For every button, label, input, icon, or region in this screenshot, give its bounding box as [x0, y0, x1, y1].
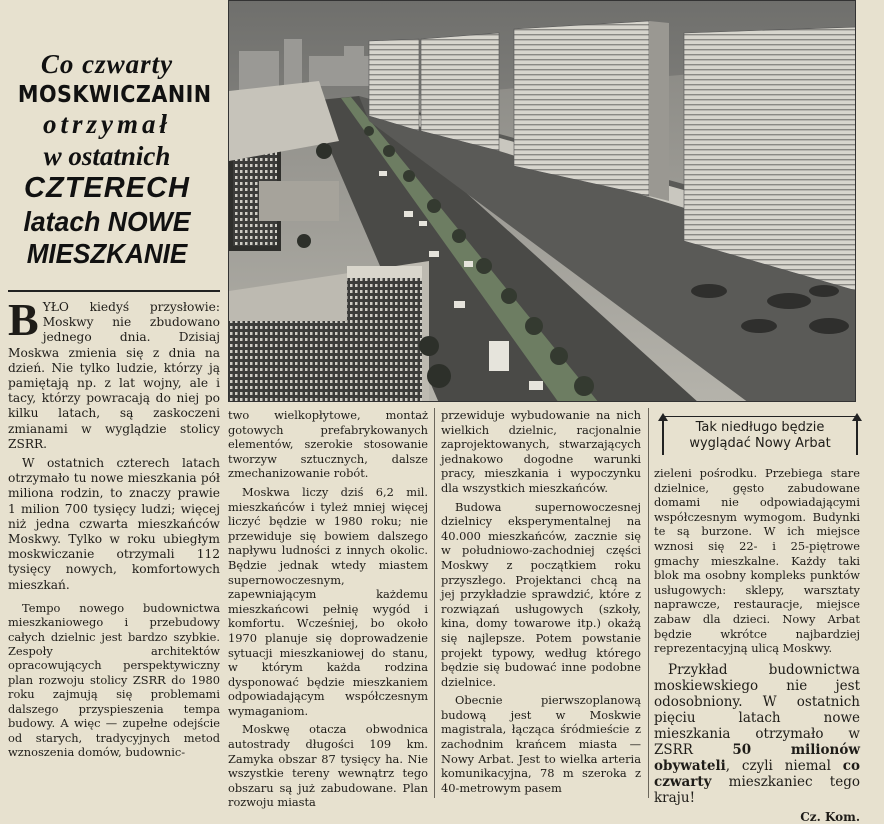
drop-cap: B: [8, 294, 39, 345]
headline-rule: [8, 290, 220, 292]
emphasis-text: 50 milionów obywateli: [654, 741, 860, 774]
arrow-up-icon: [658, 413, 668, 421]
headline-line: latach NOWE: [23, 205, 191, 237]
article-paragraph: W ostatnich czterech latach otrzymało tu nowe mieszkania pół miliona rodzin, to znaczy prawie 1 milion 700 tysięcy ludzi; więcej niż jedna czwarta mieszkańców Moskwy. Tylko w roku ubiegłym moskwiczanie otrzymali 112 tysięcy nowych, komfortowych mieszkań.: [8, 456, 220, 592]
article-column-4: [654, 466, 860, 824]
arrow-up-icon: [852, 413, 862, 421]
headline-line: Co czwarty: [40, 49, 174, 79]
paragraph-text: Przykład budownictwa moskiewskiego nie jest odosobniony. W ostatnich pięciu latach nowe mieszkania otrzymało w ZSRR: [654, 661, 860, 758]
author-signature: Cz. Kom.: [800, 809, 860, 824]
column-rule: [434, 408, 435, 798]
article-paragraph: zieleni pośrodku. Przebiega stare dzielnice, gęsto zabudowane domami nie odpowiadającymi współczesnym wymogom. Budynki te są burzone. W ich miejsce wznosi się 22- i 25-piętrowe gmachy mieszkalne. Każdy taki blok ma osobny kompleks punktów usługowych: sklepy, warsztaty naprawcze, restauracje, miejsce zabaw dla dzieci. Nowy Arbat będzie wkrótce najbardziej reprezentacyjną ulicą Moskwy.: [654, 466, 860, 656]
headline-line: MOSKWICZANIN: [17, 82, 212, 109]
article-column-3: [441, 408, 641, 795]
caption-line: Tak niedługo będzie: [695, 420, 825, 435]
headline-line: w ostatnich: [43, 140, 171, 171]
article-paragraph: przewiduje wybudowanie na nich wielkich dzielnic, racjonalnie zaprojektowanych, stwarzających jednakowo dogodne warunki pracy, mieszkania i wypoczynku dla wszystkich mieszkańców.: [441, 408, 641, 495]
caption-line: wyglądać Nowy Arbat: [689, 436, 831, 451]
article-paragraph: Moskwę otacza obwodnica autostrady długości 109 km. Zamyka obszar 87 tysięcy ha. Nie wszystkie tereny wewnątrz tego obszaru są już zabudowane. Plan rozwoju miasta: [228, 722, 428, 810]
headline: [8, 49, 212, 269]
article-paragraph: [8, 294, 220, 452]
column-rule: [648, 408, 649, 798]
paragraph-text: mieszkaniec tego kraju!: [654, 773, 860, 806]
article-column-2: [228, 408, 428, 810]
article-paragraph: Moskwa liczy dziś 6,2 mil. mieszkańców i tyleż mniej więcej liczyć będzie w 1980 roku; nie przewiduje się bowiem dalszego napływu ludności z innych okolic. Będzie jednak wtedy miastem supernowoczesnym, zapewniającym każdemu mieszkańcowi pełnię wygód i komfortu. Wcześniej, bo około 1970 planuje się doprowadzenie sytuacji mieszkaniowej do stanu, w którym każda rodzina dysponować będzie mieszkaniem odpowiadającym współczesnym wymaganiom.: [228, 484, 428, 718]
paragraph-text: , czyli niemal: [725, 757, 843, 774]
paragraph-text: YŁO kiedyś przysłowie: Moskwy nie zbudowano jednego dnia. Dzisiaj Moskwa zmienia się z dnia na dzień. Nie tylko ludzie, którzy ją pamiętają np. z lat wojny, ale i tacy, którzy powracają do niej po kilku latach, są zaskoczeni zmianami w wyglądzie stolicy ZSRR.: [8, 300, 220, 451]
photo-illustration: [229, 1, 856, 402]
arbat-model-photo: [228, 0, 856, 402]
headline-line: CZTERECH: [24, 172, 190, 205]
article-paragraph: Obecnie pierwszoplanową budową jest w Moskwie magistrala, łącząca śródmieście z zachodnim krańcem miasta — Nowy Arbat. Jest to wielka arteria komunikacyjna, 78 m szeroka z 40-metrowym pasem: [441, 693, 641, 795]
emphasis-text: co czwarty: [654, 757, 860, 790]
headline-line: otrzymał: [42, 109, 171, 140]
article-paragraph: two wielkopłytowe, montaż gotowych prefabrykowanych elementów, szerokie stosowanie tworzyw sztucznych, dalsze zmechanizowanie robót.: [228, 408, 428, 481]
article-paragraph: Tempo nowego budownictwa mieszkaniowego i przebudowy całych dzielnic jest bardzo szybkie. Zespoły architektów opracowujących perspektywiczny plan rozwoju stolicy ZSRR do 1980 roku zajmują się problemami dalszego przyspieszenia tempa budowy. A więc — zupełne odejście od starych, tradycyjnych metod wznoszenia domów, budownic-: [8, 600, 220, 759]
arrow-up-icon: [856, 421, 858, 455]
article-paragraph: [654, 662, 860, 806]
photo-caption: [662, 416, 858, 459]
arrow-up-icon: [662, 421, 664, 455]
headline-line: MIESZKANIE: [26, 238, 188, 269]
article-paragraph: Budowa supernowoczesnej dzielnicy eksperymentalnej na 40.000 mieszkańców, zacznie się w południowo-zachodniej części Moskwy z początkiem roku przyszłego. Projektanci chcą na jej przykładzie sprawdzić, które z rozwiązań usługowych (szkoły, kina, domy towarowe itp.) okażą się najlepsze. Potem powstanie projekt typowy, według którego będzie się budować inne podobne dzielnice.: [441, 499, 641, 689]
article-column-1: [8, 294, 220, 759]
